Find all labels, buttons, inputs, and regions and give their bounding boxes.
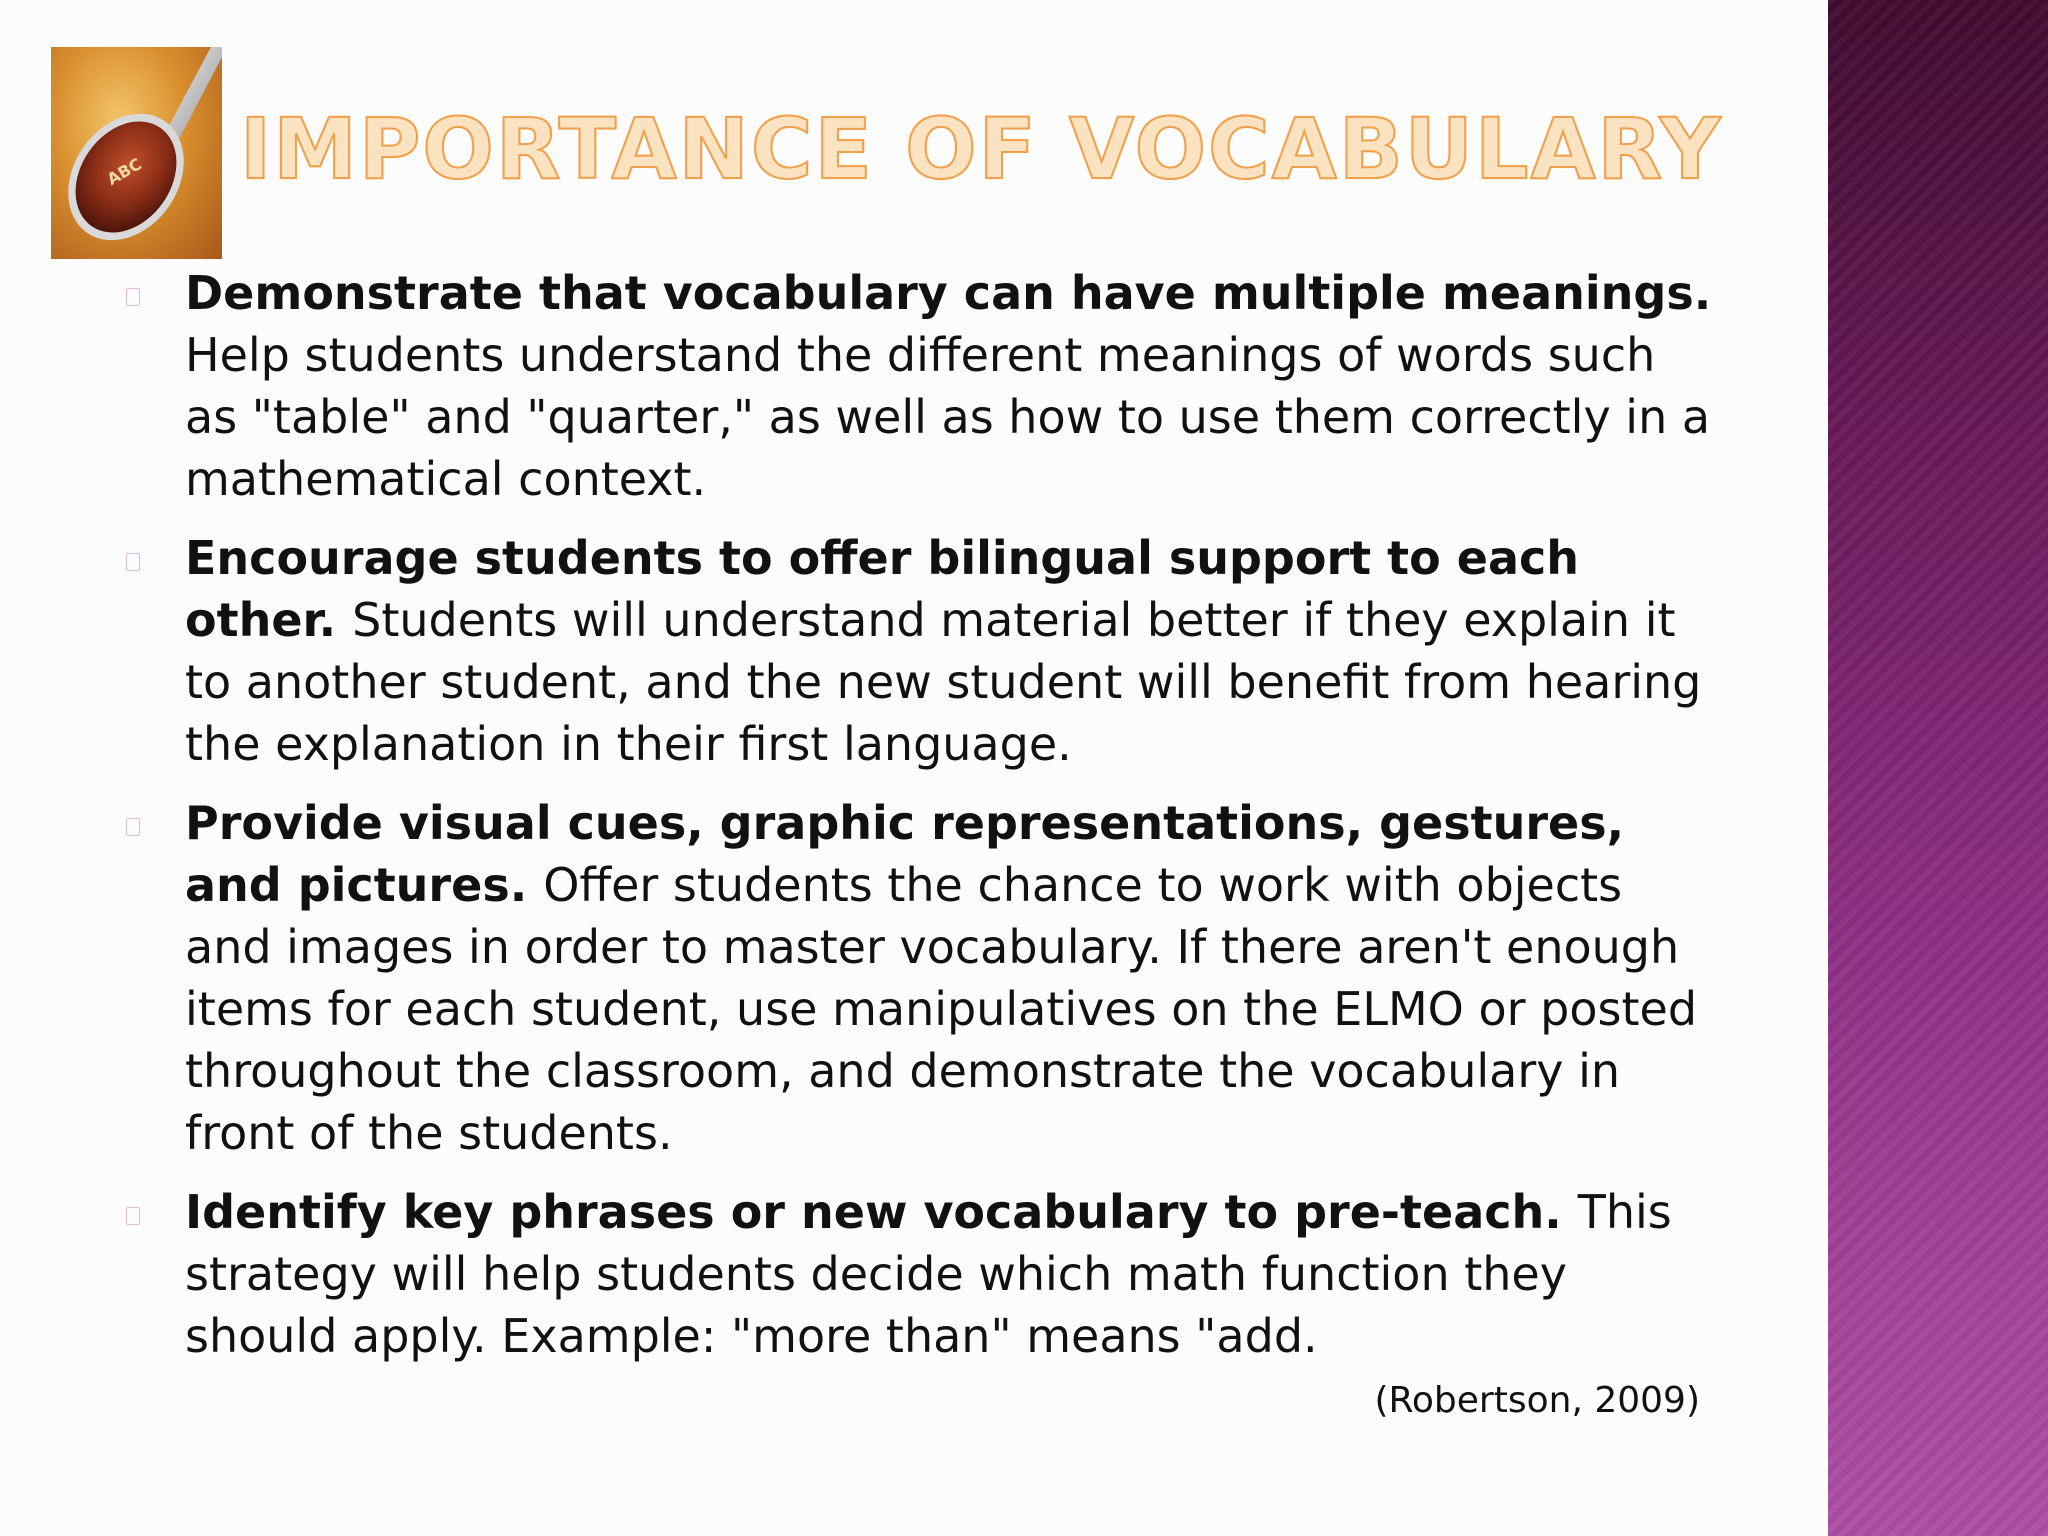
bullet-list — [120, 262, 1720, 1384]
citation: (Robertson, 2009) — [1374, 1380, 1700, 1421]
bullet-marker-icon — [126, 288, 140, 306]
bullet-text: This strategy will help students decide which math function they should apply. Example: "more than" means "add. — [185, 1185, 1672, 1363]
bullet-marker-icon — [126, 818, 140, 836]
bullet-lead: Provide visual cues, graphic representations, gestures, and pictures. — [185, 796, 1625, 912]
slide-title: IMPORTANCE OF VOCABULARY — [240, 100, 1723, 198]
decorative-side-band — [1828, 0, 2048, 1536]
bullet-item — [120, 1181, 1720, 1367]
bullet-lead: Demonstrate that vocabulary can have multiple meanings. — [185, 266, 1712, 320]
bullet-text: Help students understand the different meanings of words such as "table" and "quarter," as well as how to use them correctly in a mathematical context. — [185, 328, 1711, 506]
spoon-icon — [51, 47, 222, 259]
alphabet-soup-spoon-image — [51, 47, 222, 259]
bullet-text: Students will understand material better if they explain it to another student, and the new student will benefit from hearing the explanation in their first language. — [185, 593, 1702, 771]
bullet-lead: Encourage students to offer bilingual support to each other. — [185, 531, 1580, 647]
bullet-marker-icon — [126, 553, 140, 571]
bullet-item — [120, 262, 1720, 510]
soup-letters: ABC — [103, 154, 145, 189]
bullet-lead: Identify key phrases or new vocabulary to pre-teach. — [185, 1185, 1578, 1239]
bullet-item — [120, 527, 1720, 775]
bullet-text: Offer students the chance to work with objects and images in order to master vocabulary. If there aren't enough items for each student, use manipulatives on the ELMO or posted throughout the classroom, and demonstrate the vocabulary in front of the students. — [185, 858, 1698, 1160]
bullet-item — [120, 792, 1720, 1164]
bullet-marker-icon — [126, 1207, 140, 1225]
band-texture — [1828, 0, 2048, 1536]
